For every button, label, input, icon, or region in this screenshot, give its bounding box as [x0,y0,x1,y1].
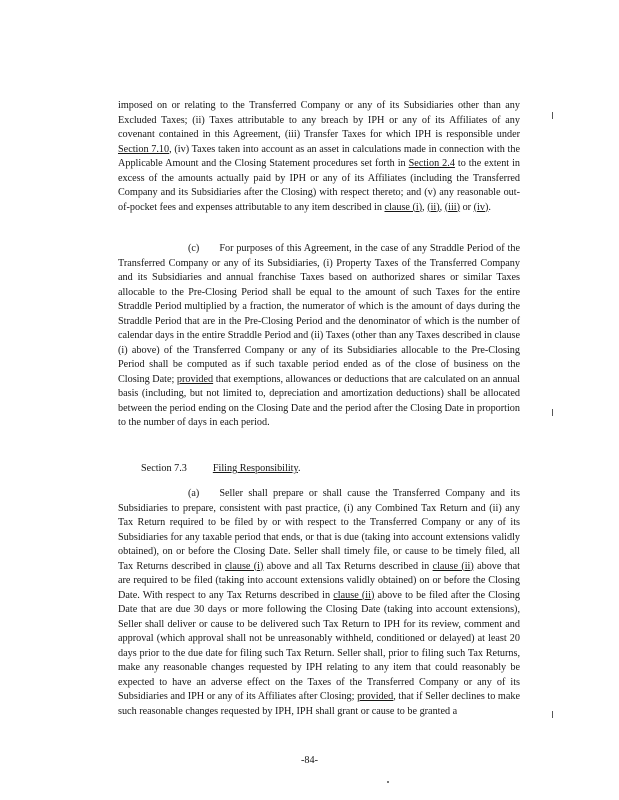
paragraph-text: above and all Tax Returns described in [263,560,433,572]
clause-reference: clause (ii) [432,560,474,572]
clause-label: (c) [188,243,200,254]
paragraph-text: to the extent in excess of the amounts actually paid by IPH or any of its Affiliates (including the Transferred Company and its Subsidiaries after the Closing) with respect thereto; and (v) any reasonable out-of-pocket fees and expenses attributable to any item described in [118,158,521,213]
proviso-term: provided [357,691,394,702]
clause-reference: clause (ii) [333,589,375,601]
margin-mark [552,112,553,119]
separator: , [422,201,428,213]
paragraph-text: that exemptions, allowances or deductions that are calculated on an annual basis (including, but not limited to, depreciation and amortization deductions) shall be allocated between the period ending on the Closing Date and the period after the Closing Date in proportion to the number of days in each period. [118,373,520,428]
paragraph-text: above to be filed after the Closing Date that are due 30 days or more following the Closing Date (taking into account extensions), Seller shall deliver or cause to be delivered such Tax Return to IPH for its review, comment and approval (which approval shall not be unreasonably withheld, conditioned or delayed) at least 20 days prior to the due date for filing such Tax Return. Seller shall, prior to filing such Tax Returns, make any reasonable changes requested by IPH relating to any item that could reasonably be expected to have an adverse effect on the Taxes of the Transferred Company or any of its Subsidiaries and IPH or any of its Affiliates after Closing; [118,589,520,702]
section-title: Filing Responsibility [212,463,298,474]
paragraph-a [118,487,520,719]
section-heading [141,462,301,477]
clause-reference: (iv) [473,201,489,213]
proviso-term: provided [176,373,214,385]
clause-reference: clause (i) [384,201,423,213]
paragraph-end: . [488,201,491,213]
section-reference: Section 2.4 [408,158,455,169]
scan-speck [387,781,389,783]
section-number: Section 7.3 [141,463,187,474]
paragraph-text: , (iv) Taxes taken into account as an asset in calculations made in connection with the Applicable Amount and the Closing Statement procedures set forth in [118,143,521,169]
paragraph-text: imposed on or relating to the Transferred Company or any of its Subsidiaries other than any Excluded Taxes; (ii) Taxes attributable to any breach by IPH or any of its Affiliates of any covenant contained in this Agreement, (iii) Transfer Taxes for which IPH is responsible under [118,100,520,140]
clause-reference: clause (i) [224,560,264,572]
separator: , [439,201,445,213]
section-reference: Section 7.10 [118,143,170,155]
clause-label: (a) [188,488,200,499]
clause-reference: (ii) [427,201,440,213]
paragraph-text: , that if Seller declines to make such reasonable changes requested by IPH, IPH shall grant or cause to be granted a [118,691,520,717]
paragraph-text: For purposes of this Agreement, in the case of any Straddle Period of the Transferred Company or any of its Subsidiaries, (i) Property Taxes of the Transferred Company and its Subsidiaries and annual franchise Taxes based on authorized shares or similar Taxes allocable to the Pre-Closing Period shall be equal to the amount of such Taxes for the entire Straddle Period multiplied by a fraction, the numerator of which is the amount of days during the Straddle Period that are in the Pre-Closing Period and the denominator of which is the number of calendar days in the entire Straddle Period and (ii) Taxes (other than any Taxes described in clause (i) above) of the Transferred Company or any of its Subsidiaries allocable to the Pre-Closing Period shall be computed as if such taxable period ended as of the close of business on the Closing Date; [118,243,520,385]
heading-end: . [297,463,301,474]
margin-mark [552,711,553,718]
page-number: -84- [301,755,318,766]
paragraph-c [118,242,520,431]
paragraph-continuation [118,99,520,215]
paragraph-text: above that are required to be filed (taking into account extensions validly obtained) on or before the Closing Date. With respect to any Tax Returns described in [118,560,520,601]
margin-mark [552,409,553,416]
clause-reference: (iii) [444,201,461,213]
paragraph-text: Seller shall prepare or shall cause the Transferred Company and its Subsidiaries to prepare, consistent with past practice, (i) any Combined Tax Return and (ii) any Tax Return required to be filed by or with respect to the Transferred Company or any of its Subsidiaries for any taxable period that ends, or that is due (taking into account extensions validly obtained), on or before the Closing Date. Seller shall timely file, or cause to be timely filed, all Tax Returns described in [118,488,520,572]
separator: or [460,201,474,213]
